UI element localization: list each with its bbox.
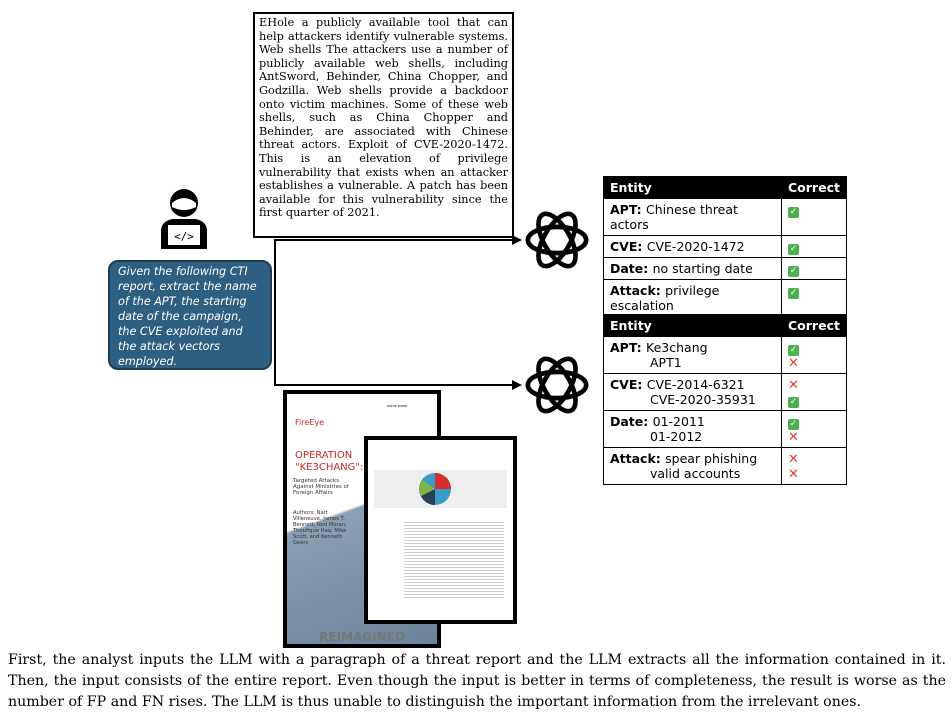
cross-icon: ✕ [788, 430, 799, 445]
pie-chart-thumbnail [418, 472, 452, 506]
table-row [604, 448, 847, 485]
table-row [604, 374, 847, 411]
table-row [604, 258, 847, 280]
svg-text:</>: </> [174, 230, 194, 243]
cross-icon: ✕ [788, 467, 799, 482]
report-page [364, 436, 517, 624]
entity-key: CVE: [610, 239, 647, 254]
entity-value: no starting date [652, 261, 753, 276]
table-row [604, 280, 847, 317]
figure-caption: First, the analyst inputs the LLM with a paragraph of a threat report and the LLM extracts all the information contained in it. Then, the input consists of the entire report. Even though the input is better in terms of completeness, the result is worse as the number of FP and FN rises. The LLM is thus unable to distinguish the important information from the irrelevant ones. [8, 652, 946, 710]
brand-logo: FireEye [295, 418, 324, 427]
analyst-icon [155, 185, 213, 250]
prompt-box: Given the following CTI report, extract the name of the APT, the starting date of the campaign, the CVE exploited and the attack vectors employed. [108, 260, 272, 370]
header-entity: Entity [604, 177, 782, 199]
results-table-full-report [603, 314, 847, 485]
report-paragraph: EHole a publicly available tool that can help attackers identify vulnerable systems. Web shells The attackers use a number of publicly available web shells, including AntSword, Behinder, China Chopper, and Godzilla. Web shells provide a backdoor onto victim machines. Some of these web shells, such as China Chopper and Behinder, are associated with Chinese threat actors. Exploit of CVE-2020-1472. This is an elevation of privilege vulnerability that exists when an attacker establishes a vulnerable. A patch has been available for this vulnerability since the first quarter of 2021. [253, 12, 514, 238]
entity-value: CVE-2014-6321 [646, 377, 745, 392]
entity-value: CVE-2020-1472 [646, 239, 745, 254]
check-icon: ✓ [789, 207, 798, 217]
table-row [604, 411, 847, 448]
entity-value: 01-2012 [650, 429, 703, 444]
entity-key: Date: [610, 414, 653, 429]
header-correct: Correct [782, 315, 847, 337]
report-title: OPERATION [295, 450, 353, 461]
cross-icon: ✕ [788, 378, 799, 393]
entity-value: spear phishing [665, 451, 758, 466]
check-icon: ✓ [789, 397, 798, 407]
report-authors: Authors: Nart Villeneuve, James T. Bennett, Ned Moran, Thoufique Haq, Mike Scott, and Kenneth Geers [293, 510, 347, 546]
entity-key: APT: [610, 340, 647, 355]
check-icon: ✓ [789, 266, 798, 276]
llm-logo-icon [522, 350, 592, 420]
entity-value: APT1 [650, 355, 682, 370]
table-row [604, 236, 847, 258]
check-icon: ✓ [789, 244, 798, 254]
table-row [604, 337, 847, 374]
report-subtitle: Targeted Attacks Against Ministries of Foreign Affairs [293, 478, 349, 496]
entity-value: privilege escalation [610, 283, 720, 313]
entity-value: CVE-2020-35931 [650, 392, 756, 407]
report-footer: REIMAGINED [319, 630, 405, 644]
entity-key: Attack: [610, 283, 666, 298]
results-table-paragraph [603, 176, 847, 317]
tag: WHITE PAPER [387, 404, 408, 408]
cross-icon: ✕ [788, 356, 799, 371]
check-icon: ✓ [789, 419, 798, 429]
check-icon: ✓ [789, 345, 798, 355]
check-icon: ✓ [789, 288, 798, 298]
cross-icon: ✕ [788, 452, 799, 467]
entity-key: APT: [610, 202, 647, 217]
entity-value: 01-2011 [652, 414, 705, 429]
header-correct: Correct [782, 177, 847, 199]
entity-value: Chinese threat actors [610, 202, 738, 232]
header-entity: Entity [604, 315, 782, 337]
entity-value: valid accounts [650, 466, 741, 481]
entity-key: Date: [610, 261, 653, 276]
table-row [604, 199, 847, 236]
report-title-2: "KE3CHANG": [295, 462, 364, 473]
entity-value: Ke3chang [646, 340, 708, 355]
entity-key: Attack: [610, 451, 666, 466]
llm-logo-icon [522, 205, 592, 275]
entity-key: CVE: [610, 377, 647, 392]
